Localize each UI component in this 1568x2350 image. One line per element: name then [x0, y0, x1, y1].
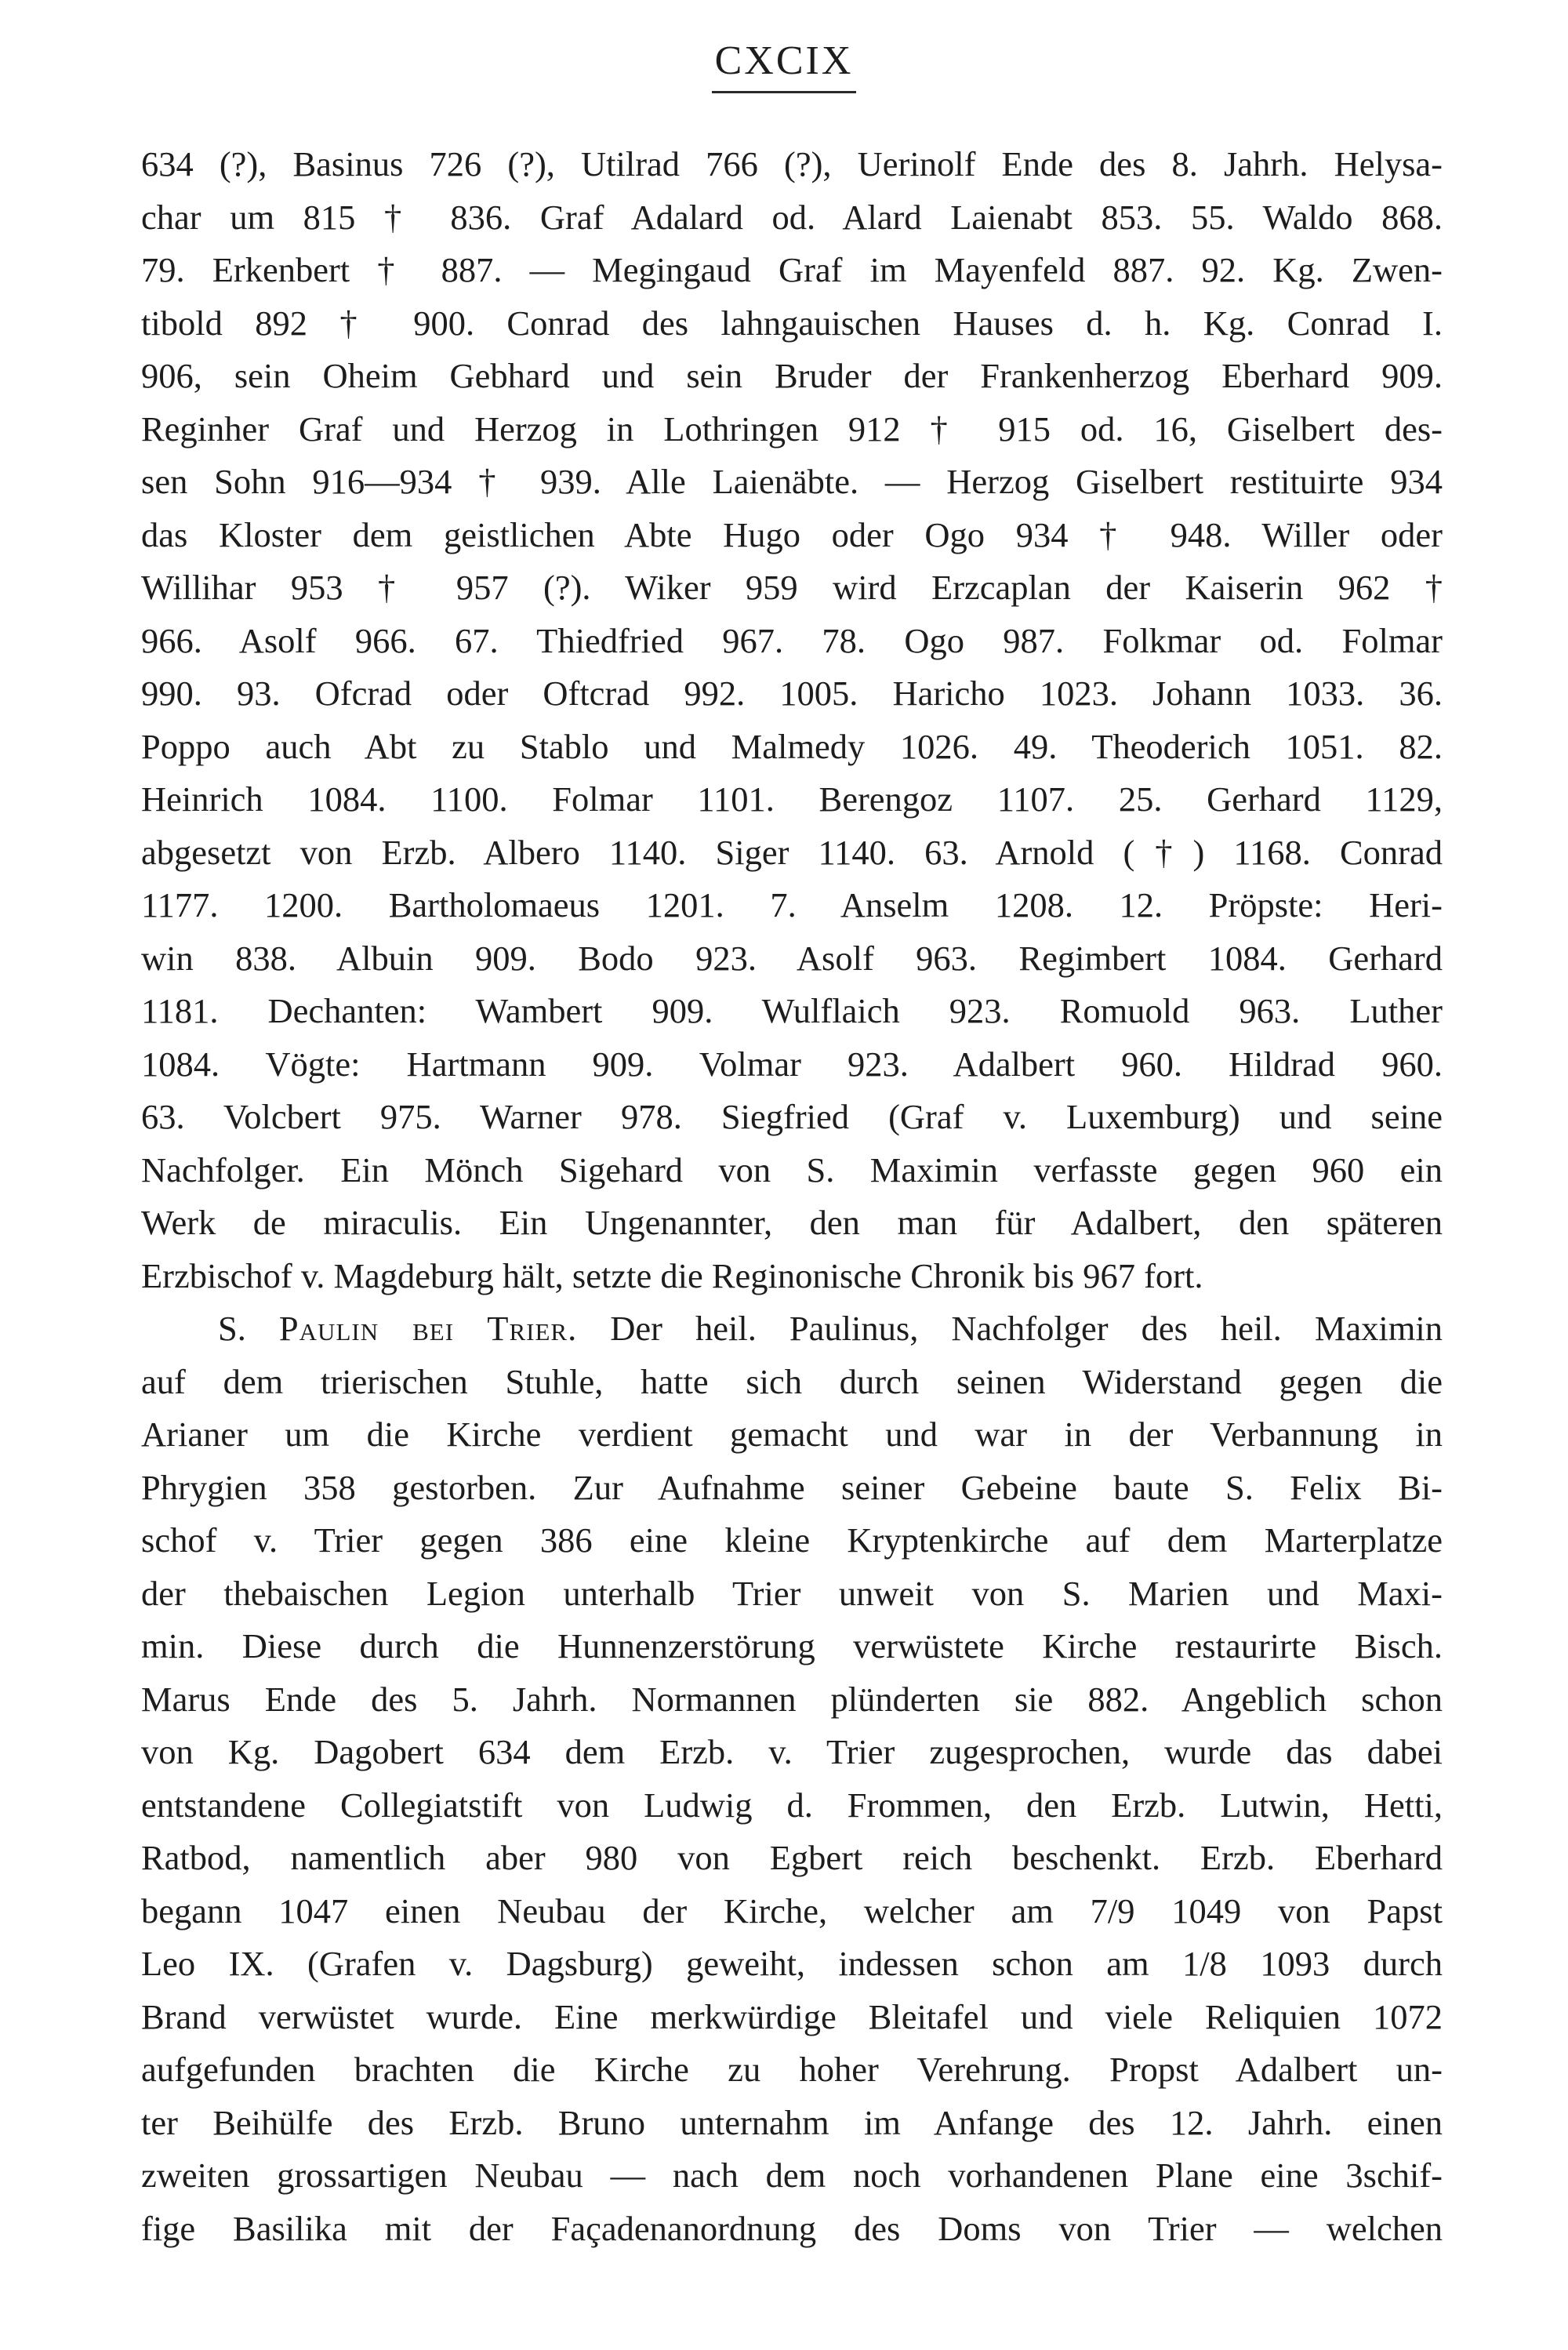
- text-line: [141, 1726, 1443, 1779]
- line-text: 966. Asolf 966. 67. Thiedfried 967. 78. Ogo 987. Folkmar od. Folmar: [141, 620, 1443, 660]
- line-text: 1177. 1200. Bartholomaeus 1201. 7. Anselm 1208. 12. Pröpste: Heri-: [141, 885, 1443, 924]
- line-text: fige Basilika mit der Façadenanordnung des Doms von Trier — welchen: [141, 2208, 1443, 2248]
- line-text: 63. Volcbert 975. Warner 978. Siegfried (Graf v. Luxemburg) und seine: [141, 1097, 1443, 1136]
- text-line: [141, 2043, 1443, 2097]
- text-line: [141, 1197, 1443, 1250]
- line-text: Marus Ende des 5. Jahrh. Normannen plünderten sie 882. Angeblich schon: [141, 1679, 1443, 1719]
- line-text: schof v. Trier gegen 386 eine kleine Kryptenkirche auf dem Marterplatze: [141, 1520, 1443, 1560]
- text-line: [141, 1620, 1443, 1673]
- text-line: [141, 1673, 1443, 1727]
- text-line: [141, 2149, 1443, 2203]
- text-line: [141, 1408, 1443, 1462]
- text-line: [141, 1144, 1443, 1197]
- line-text: char um 815 † 836. Graf Adalard od. Alard Laienabt 853. 55. Waldo 868.: [141, 197, 1443, 237]
- text-line: [141, 932, 1443, 986]
- text-line: [141, 561, 1443, 615]
- text-line: [141, 509, 1443, 562]
- text-line: [141, 1779, 1443, 1832]
- line-text: Heinrich 1084. 1100. Folmar 1101. Berengoz 1107. 25. Gerhard 1129,: [141, 779, 1443, 819]
- line-text: begann 1047 einen Neubau der Kirche, welcher am 7/9 1049 von Papst: [141, 1891, 1443, 1930]
- line-text: tibold 892 † 900. Conrad des lahngauischen Hauses d. h. Kg. Conrad I.: [141, 303, 1443, 343]
- text-line: [141, 1885, 1443, 1938]
- section-lead: S.: [218, 1309, 279, 1348]
- text-line: [141, 985, 1443, 1038]
- text-line: [141, 1302, 1443, 1356]
- text-line: [141, 879, 1443, 932]
- text-line: [141, 1250, 1443, 1303]
- body-text: [141, 138, 1443, 2255]
- line-text: Brand verwüstet wurde. Eine merkwürdige Bleitafel und viele Reliquien 1072: [141, 1996, 1443, 2036]
- line-text: Werk de miraculis. Ein Ungenannter, den man für Adalbert, den späteren: [141, 1203, 1443, 1242]
- line-text: Nachfolger. Ein Mönch Sigehard von S. Maximin verfasste gegen 960 ein: [141, 1150, 1443, 1190]
- line-text: von Kg. Dagobert 634 dem Erzb. v. Trier zugesprochen, wurde das dabei: [141, 1732, 1443, 1771]
- text-line: [141, 2203, 1443, 2256]
- text-line: [141, 773, 1443, 826]
- line-text: Phrygien 358 gestorben. Zur Aufnahme seiner Gebeine baute S. Felix Bi-: [141, 1467, 1443, 1507]
- line-text: der thebaischen Legion unterhalb Trier unweit von S. Marien und Maxi-: [141, 1573, 1443, 1613]
- text-line: [141, 191, 1443, 245]
- line-text: 906, sein Oheim Gebhard und sein Bruder der Frankenherzog Eberhard 909.: [141, 356, 1443, 395]
- line-text: Ratbod, namentlich aber 980 von Egbert reich beschenkt. Erzb. Eberhard: [141, 1838, 1443, 1877]
- text-line: [141, 403, 1443, 456]
- text-line: [141, 826, 1443, 880]
- text-line: [141, 1462, 1443, 1515]
- line-text: min. Diese durch die Hunnenzerstörung verwüstete Kirche restaurirte Bisch.: [141, 1626, 1443, 1665]
- line-text: win 838. Albuin 909. Bodo 923. Asolf 963. Regimbert 1084. Gerhard: [141, 938, 1443, 978]
- text-line: [141, 1567, 1443, 1621]
- line-text: das Kloster dem geistlichen Abte Hugo oder Ogo 934 † 948. Willer oder: [141, 514, 1443, 554]
- line-text: Leo IX. (Grafen v. Dagsburg) geweiht, indessen schon am 1/8 1093 durch: [141, 1944, 1443, 1983]
- line-text: 1181. Dechanten: Wambert 909. Wulflaich 923. Romuold 963. Luther: [141, 991, 1443, 1030]
- text-line: [141, 721, 1443, 774]
- line-text: Der heil. Paulinus, Nachfolger des heil. Maximin: [577, 1309, 1443, 1348]
- line-text: entstandene Collegiatstift von Ludwig d. Frommen, den Erzb. Lutwin, Hetti,: [141, 1785, 1443, 1825]
- text-line: [141, 1991, 1443, 2044]
- line-text: Erzbischof v. Magdeburg hält, setzte die Reginonische Chronik bis 967 fort.: [141, 1255, 1203, 1295]
- text-line: [141, 1356, 1443, 1409]
- text-line: [141, 456, 1443, 509]
- text-line: [141, 138, 1443, 191]
- line-text: abgesetzt von Erzb. Albero 1140. Siger 1140. 63. Arnold (†) 1168. Conrad: [141, 832, 1443, 872]
- text-line: [141, 667, 1443, 721]
- section-heading-smallcaps: Paulin bei Trier.: [278, 1309, 578, 1348]
- text-line: [141, 1832, 1443, 1885]
- line-text: auf dem trierischen Stuhle, hatte sich durch seinen Widerstand gegen die: [141, 1361, 1443, 1401]
- text-line: [141, 2097, 1443, 2150]
- text-line: [141, 350, 1443, 403]
- page-header: [0, 38, 1568, 93]
- line-text: Willihar 953 † 957 (?). Wiker 959 wird Erzcaplan der Kaiserin 962 †: [141, 568, 1443, 607]
- line-text: 990. 93. Ofcrad oder Oftcrad 992. 1005. Haricho 1023. Johann 1033. 36.: [141, 674, 1443, 713]
- text-line: [141, 1514, 1443, 1567]
- line-text: ter Beihülfe des Erzb. Bruno unternahm im Anfange des 12. Jahrh. einen: [141, 2102, 1443, 2142]
- line-text: aufgefunden brachten die Kirche zu hoher Verehrung. Propst Adalbert un-: [141, 2050, 1443, 2089]
- line-text: Reginher Graf und Herzog in Lothringen 912 † 915 od. 16, Giselbert des-: [141, 409, 1443, 449]
- line-text: 79. Erkenbert † 887. — Megingaud Graf im Mayenfeld 887. 92. Kg. Zwen-: [141, 250, 1443, 289]
- line-text: 634 (?), Basinus 726 (?), Utilrad 766 (?), Uerinolf Ende des 8. Jahrh. Helysa-: [141, 144, 1443, 183]
- line-text: zweiten grossartigen Neubau — nach dem noch vorhandenen Plane eine 3schif-: [141, 2156, 1443, 2195]
- line-text: 1084. Vögte: Hartmann 909. Volmar 923. Adalbert 960. Hildrad 960.: [141, 1044, 1443, 1084]
- text-line: [141, 297, 1443, 351]
- text-line: [141, 1091, 1443, 1144]
- line-text: Arianer um die Kirche verdient gemacht und war in der Verbannung in: [141, 1415, 1443, 1454]
- text-line: [141, 1938, 1443, 1991]
- text-line: [141, 615, 1443, 668]
- page-number: CXCIX: [712, 41, 857, 93]
- text-line: [141, 1038, 1443, 1091]
- text-line: [141, 244, 1443, 297]
- line-text: Poppo auch Abt zu Stablo und Malmedy 1026. 49. Theoderich 1051. 82.: [141, 726, 1443, 766]
- line-text: sen Sohn 916—934 † 939. Alle Laienäbte. — Herzog Giselbert restituirte 934: [141, 462, 1443, 501]
